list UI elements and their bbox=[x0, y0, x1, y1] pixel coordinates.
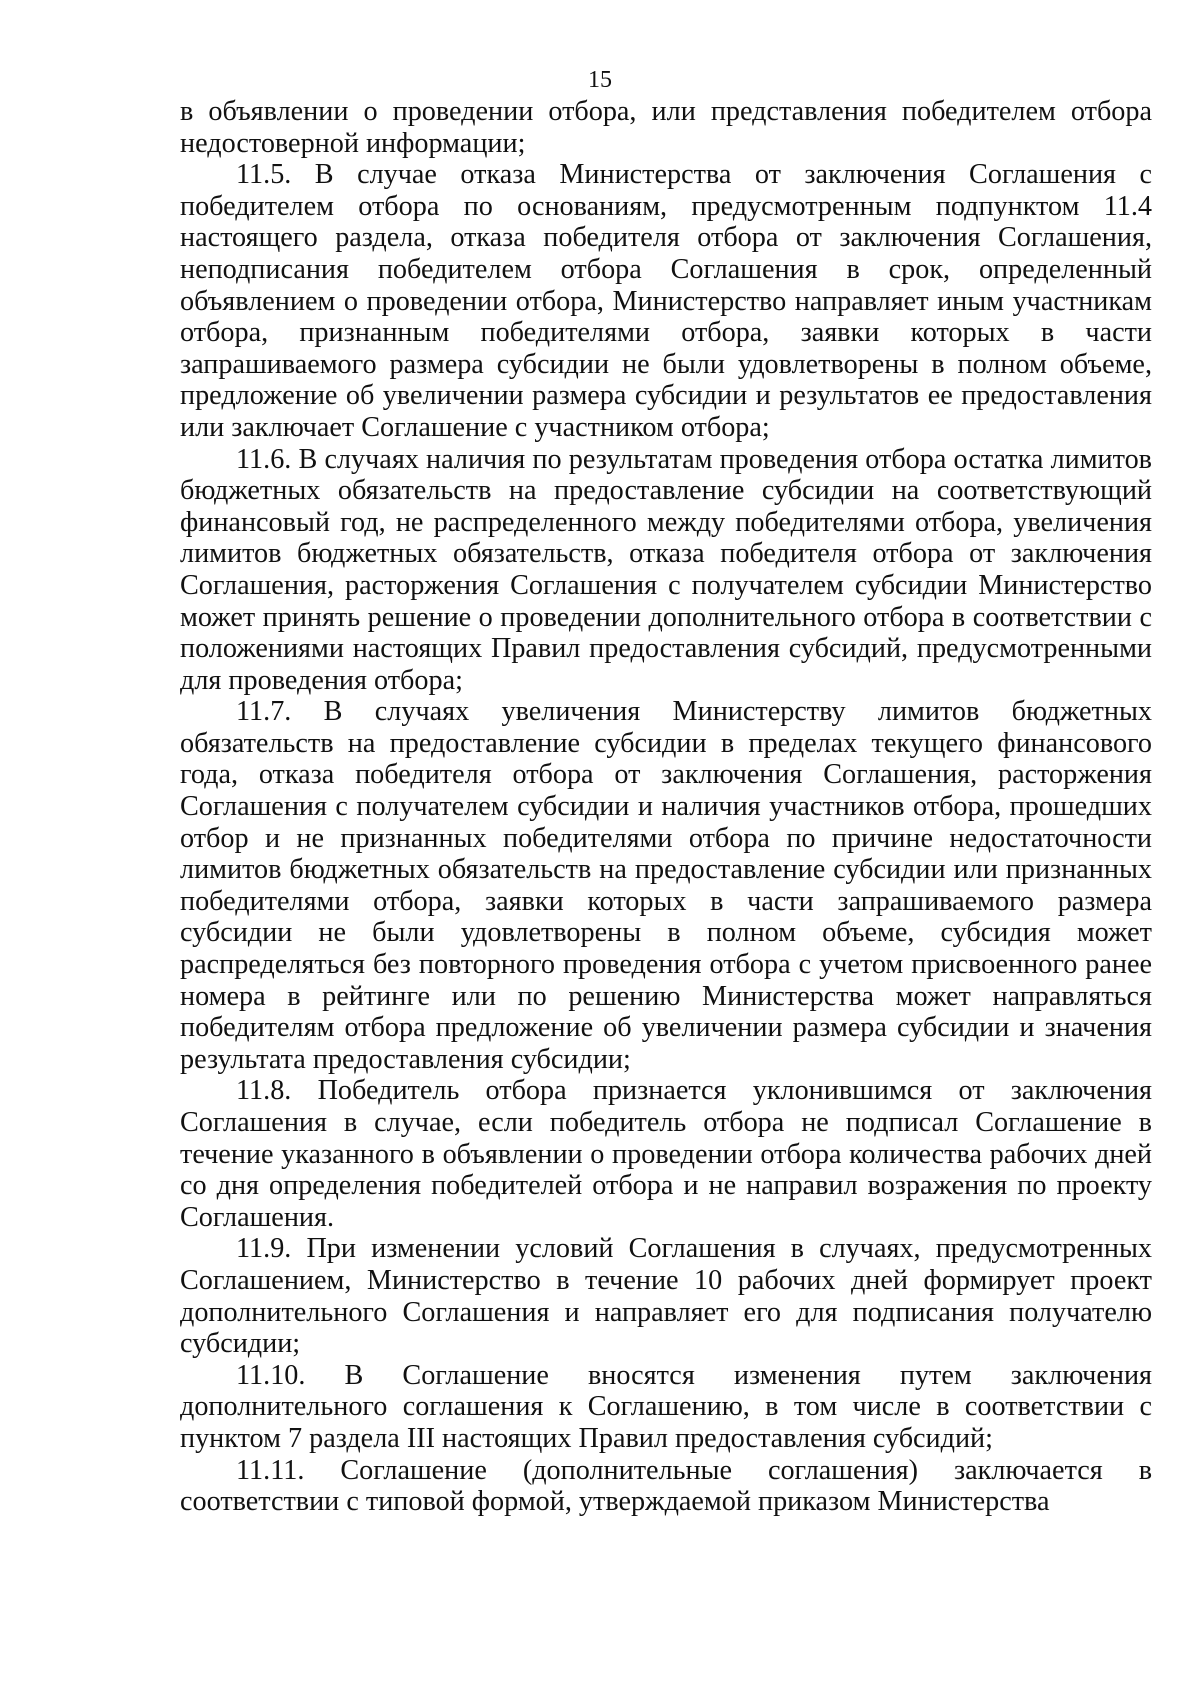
paragraph-11-7: 11.7. В случаях увеличения Министерству лимитов бюджетных обязательств на предоставление субсидии в пределах текущего финансового года, отказа победителя отбора от заключения Соглашения, расторжения Соглашения с получателем субсидии и наличия участников отбора, прошедших отбор и не признанных победителями отбора по причине недостаточности лимитов бюджетных обязательств на предоставление субсидии или признанных победителями отбора, заявки которых в части запрашиваемого размера субсидии не были удовлетворены в полном объеме, субсидия может распределяться без повторного проведения отбора с учетом присвоенного ранее номера в рейтинге или по решению Министерства может направляться победителям отбора предложение об увеличении размера субсидии и значения результата предоставления субсидии; bbox=[180, 696, 1152, 1075]
page-number: 15 bbox=[588, 67, 612, 93]
paragraph-11-9: 11.9. При изменении условий Соглашения в случаях, предусмотренных Соглашением, Министерство в течение 10 рабочих дней формирует проект дополнительного Соглашения и направляет его для подписания получателю субсидии; bbox=[180, 1233, 1152, 1360]
paragraph-11-8: 11.8. Победитель отбора признается уклонившимся от заключения Соглашения в случае, если победитель отбора не подписал Соглашение в течение указанного в объявлении о проведении отбора количества рабочих дней со дня определения победителей отбора и не направил возражения по проекту Соглашения. bbox=[180, 1075, 1152, 1233]
paragraph-11-5: 11.5. В случае отказа Министерства от заключения Соглашения с победителем отбора по основаниям, предусмотренным подпунктом 11.4 настоящего раздела, отказа победителя отбора от заключения Соглашения, неподписания победителем отбора Соглашения в срок, определенный объявлением о проведении отбора, Министерство направляет иным участникам отбора, признанным победителями отбора, заявки которых в части запрашиваемого размера субсидии не были удовлетворены в полном объеме, предложение об увеличении размера субсидии и результатов ее предоставления или заключает Соглашение с участником отбора; bbox=[180, 159, 1152, 443]
paragraph-11-10: 11.10. В Соглашение вносятся изменения путем заключения дополнительного соглашения к Соглашению, в том числе в соответствии с пунктом 7 раздела III настоящих Правил предоставления субсидий; bbox=[180, 1359, 1152, 1454]
paragraph-11-11: 11.11. Соглашение (дополнительные соглашения) заключается в соответствии с типовой формой, утверждаемой приказом Министерства bbox=[180, 1454, 1152, 1518]
paragraph-continuation: в объявлении о проведении отбора, или представления победителем отбора недостоверной информации; bbox=[180, 96, 1152, 159]
paragraph-11-6: 11.6. В случаях наличия по результатам проведения отбора остатка лимитов бюджетных обязательств на предоставление субсидии на соответствующий финансовый год, не распределенного между победителями отбора, увеличения лимитов бюджетных обязательств, отказа победителя отбора от заключения Соглашения, расторжения Соглашения с получателем субсидии Министерство может принять решение о проведении дополнительного отбора в соответствии с положениями настоящих Правил предоставления субсидий, предусмотренными для проведения отбора; bbox=[180, 443, 1152, 696]
document-body bbox=[180, 96, 1152, 1518]
